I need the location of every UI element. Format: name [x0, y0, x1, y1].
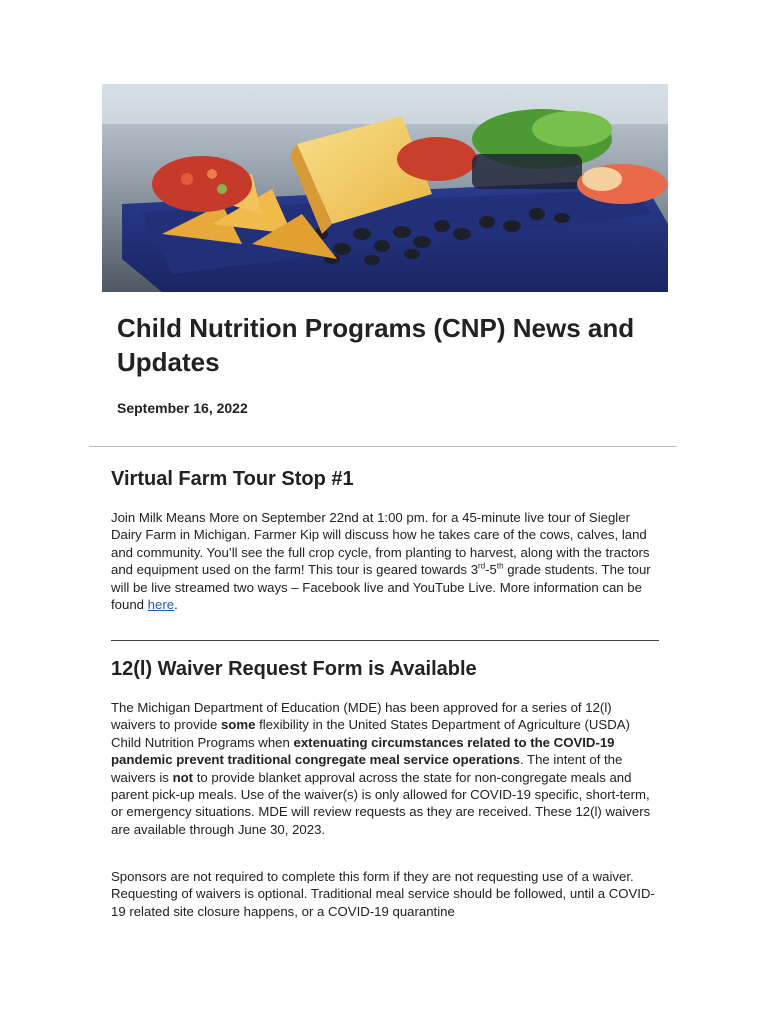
- section-separator: [111, 640, 659, 641]
- superscript: rd: [478, 561, 486, 571]
- text-span: The Michigan Department of Education (MDE) has been approved for a series of 12(l) waivers to provide: [111, 700, 612, 733]
- text-span: to provide blanket approval across the state for non-congregate meals and parent pick-up meals. Use of the waiver(s) is only allowed for COVID-19 specific, short-term, or emergency situations. MDE will review requests as they are received. These 12(l) waivers are available through June 30, 2023.: [111, 769, 651, 837]
- page-title: Child Nutrition Programs (CNP) News and Updates: [117, 313, 635, 377]
- superscript: th: [496, 561, 504, 571]
- text-span: .: [174, 597, 178, 613]
- text-span: Join Milk Means More on September 22nd at 1:00 pm. for a 45-minute live tour of Siegler Dairy Farm in Michigan. Farmer Kip will discuss how he takes care of the cows, calves, land and community. You’ll see the full crop cycle, from planting to harvest, along with the tractors and equipment used on the farm! This tour is geared towards 3: [111, 510, 650, 578]
- bold-text: not: [172, 769, 194, 785]
- text-span: grade students. The tour will be live streamed two ways – Facebook live and YouTube Live. More information can be found: [111, 562, 651, 613]
- more-info-link[interactable]: here: [147, 597, 175, 613]
- section-heading-waiver: 12(l) Waiver Request Form is Available: [111, 658, 477, 680]
- section-heading-farm-tour: Virtual Farm Tour Stop #1: [111, 468, 354, 490]
- farm-tour-paragraph: [111, 509, 659, 613]
- header-image: [102, 84, 668, 292]
- bold-text: extenuating circumstances related to the COVID-19 pandemic prevent traditional congregate meal service operations: [111, 734, 615, 768]
- text-span: . The intent of the waivers is: [111, 752, 623, 785]
- text-span: flexibility in the United States Department of Agriculture (USDA) Child Nutrition Programs when: [111, 717, 630, 750]
- text-span: -5: [485, 562, 497, 578]
- meal-tray-photo: [102, 84, 668, 292]
- waiver-paragraph-2: Sponsors are not required to complete this form if they are not requesting use of a waiver. Requesting of waivers is optional. Traditional meal service should be followed, until a COVID-19 related site closure happens, or a COVID-19 quarantine: [111, 869, 655, 919]
- divider: [89, 446, 677, 447]
- publish-date: September 16, 2022: [117, 400, 248, 416]
- bold-text: some: [220, 717, 256, 733]
- waiver-paragraph-1: [111, 699, 659, 838]
